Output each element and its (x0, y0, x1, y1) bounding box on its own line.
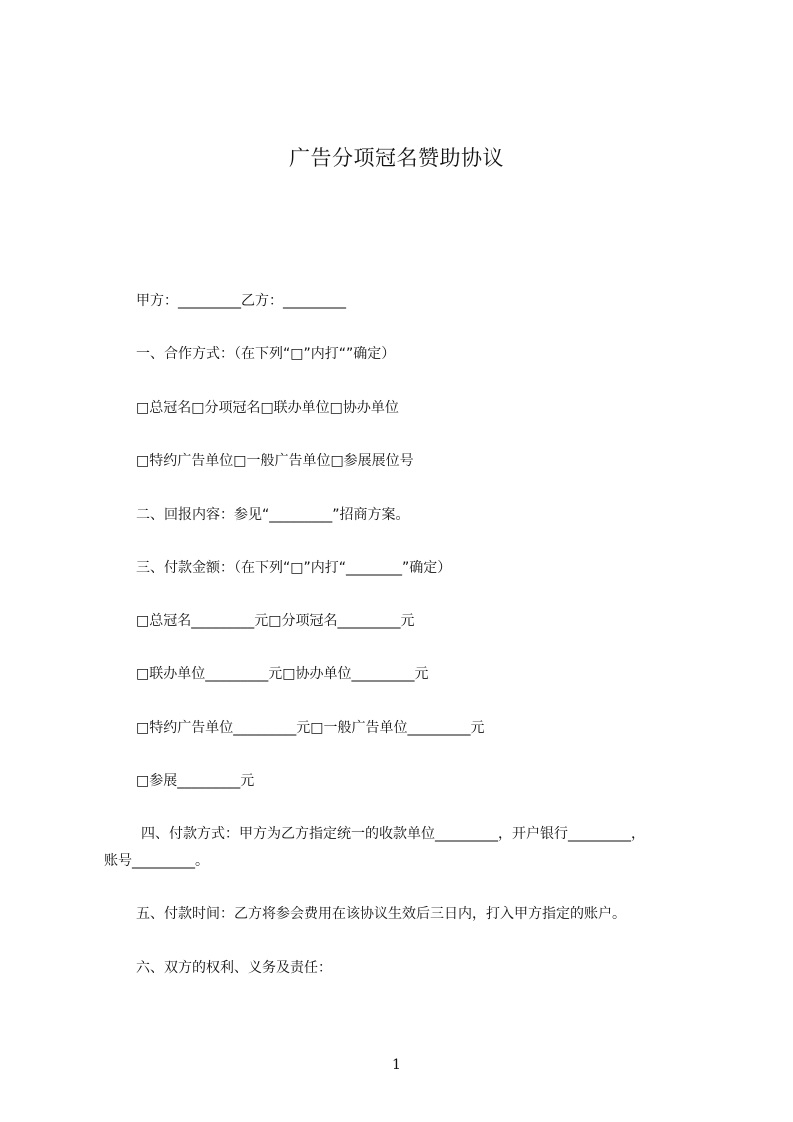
payment-amount-line-3: □特约广告单位_________元□一般广告单位_________元 (136, 720, 485, 736)
cooperation-options-line-2: □特约广告单位□一般广告单位□参展展位号 (136, 453, 414, 469)
cooperation-options-line-1: □总冠名□分项冠名□联办单位□协办单位 (136, 400, 399, 416)
payment-amount-line-4: □参展_________元 (136, 773, 255, 789)
parties-line: 甲方：_________乙方：_________ (136, 293, 346, 309)
page-number: 1 (392, 1057, 401, 1073)
document-title: 广告分项冠名赞助协议 (289, 146, 504, 170)
section-2-returns: 二、回报内容：参见“_________”招商方案。 (136, 507, 410, 523)
section-5-payment-time: 五、付款时间：乙方将参会费用在该协议生效后三日内，打入甲方指定的账户。 (136, 906, 626, 922)
section-3-heading: 三、付款金额：（在下列“□”内打“________”确定） (136, 560, 452, 576)
section-4-payment-method: 四、付款方式：甲方为乙方指定统一的收款单位_________，开户银行_________， (141, 826, 645, 842)
section-6-heading: 六、双方的权利、义务及责任： (136, 960, 332, 976)
payment-amount-line-1: □总冠名_________元□分项冠名_________元 (136, 613, 415, 629)
payment-amount-line-2: □联办单位_________元□协办单位_________元 (136, 666, 429, 682)
section-4-account-line: 账号_________。 (104, 853, 209, 869)
section-1-heading: 一、合作方式：（在下列“□”内打“”确定） (136, 346, 396, 362)
